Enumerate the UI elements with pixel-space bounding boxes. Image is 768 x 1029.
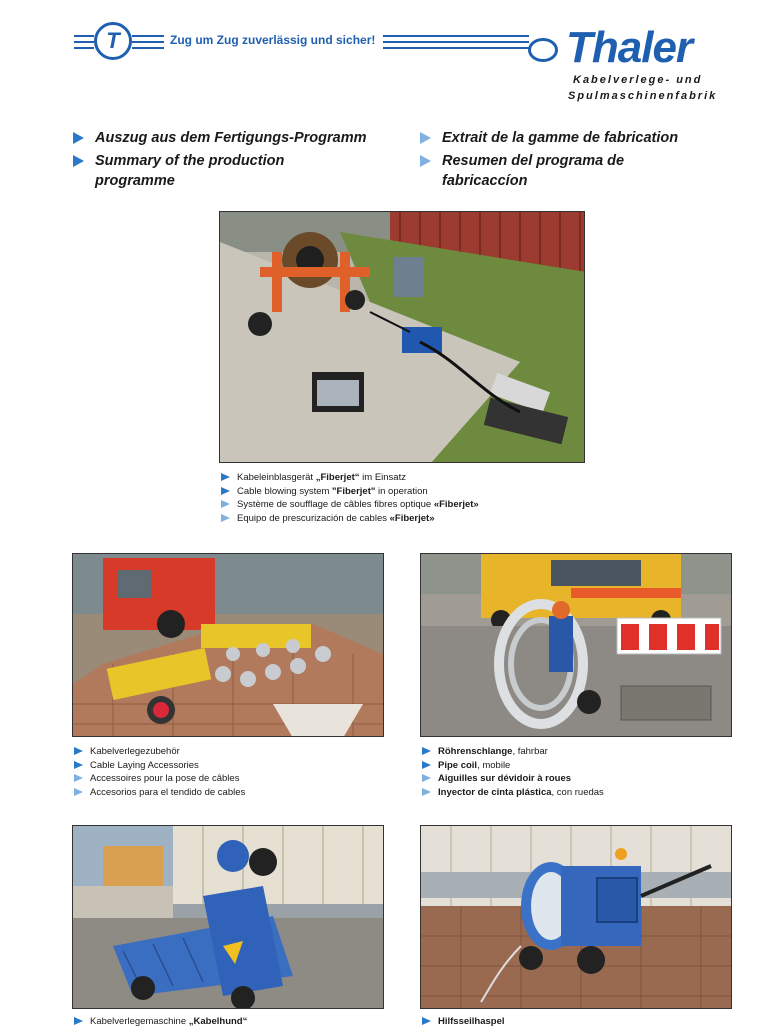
intro-es-line1: Resumen del programa de — [442, 153, 625, 169]
header-rule — [383, 35, 529, 37]
header-rule — [132, 35, 164, 37]
intro-en — [95, 151, 284, 191]
hilfsseilhaspel-scene-image — [421, 826, 732, 1009]
caption-line-en: Pipe coil, mobile — [422, 759, 604, 773]
bullet-triangle-icon — [73, 155, 84, 167]
thaler-t-logo-icon — [94, 22, 132, 60]
logo-letter: T — [106, 28, 120, 53]
header-rule — [132, 47, 164, 49]
photo-accessories — [72, 553, 384, 737]
header-rule — [74, 41, 94, 43]
kabelhund-scene-image — [73, 826, 384, 1009]
photo-fiberjet — [219, 211, 585, 463]
caption-line-es: Equipo de prescurización de cables «Fiberjet» — [221, 512, 479, 526]
caption-line-es: Accesorios para el tendido de cables — [74, 786, 245, 800]
accessories-scene-image — [73, 554, 384, 737]
intro-en-line1: Summary of the production — [95, 153, 285, 169]
caption-line-de: Kabelverlegezubehör — [74, 745, 245, 759]
bullet-triangle-icon — [74, 761, 83, 769]
pipe-coil-scene-image — [421, 554, 732, 737]
bullet-triangle-icon — [221, 473, 230, 481]
caption-line-en: Cable Laying Accessories — [74, 759, 245, 773]
bullet-triangle-icon — [74, 747, 83, 755]
company-subtitle-1: Kabelverlege- und — [573, 74, 703, 86]
intro-es — [442, 151, 624, 191]
bullet-triangle-icon — [221, 500, 230, 508]
header-rule — [383, 41, 529, 43]
caption-line-fr: Accessoires pour la pose de câbles — [74, 772, 245, 786]
caption-line-de: Röhrenschlange, fahrbar — [422, 745, 604, 759]
bullet-triangle-icon — [73, 132, 84, 144]
bullet-triangle-icon — [221, 487, 230, 495]
bullet-triangle-icon — [221, 514, 230, 522]
brand-swoosh-icon — [528, 38, 558, 62]
header-rule — [74, 35, 94, 37]
header-rule — [383, 47, 529, 49]
caption-accessories — [74, 745, 245, 799]
photo-kabelhund — [72, 825, 384, 1009]
company-subtitle-2: Spulmaschinenfabrik — [568, 90, 718, 102]
caption-line-de: Kabeleinblasgerät „Fiberjet“ im Einsatz — [221, 471, 479, 485]
caption-line-de: Hilfsseilhaspel — [422, 1015, 505, 1029]
header-rule — [132, 41, 164, 43]
intro-de — [95, 128, 367, 148]
intro-es-line2: fabricaccíon — [442, 173, 528, 189]
bullet-triangle-icon — [422, 774, 431, 782]
caption-kabelhund — [74, 1015, 247, 1029]
bullet-triangle-icon — [420, 132, 431, 144]
bullet-triangle-icon — [422, 788, 431, 796]
caption-line-de: Kabelverlegemaschine „Kabelhund“ — [74, 1015, 247, 1029]
caption-line-fr: Système de soufflage de câbles fibres optique «Fiberjet» — [221, 498, 479, 512]
slogan: Zug um Zug zuverlässig und sicher! — [170, 33, 376, 47]
bullet-triangle-icon — [420, 155, 431, 167]
bullet-triangle-icon — [74, 788, 83, 796]
fiberjet-scene-image — [220, 212, 585, 463]
photo-pipe-coil — [420, 553, 732, 737]
brand-name: Thaler — [566, 23, 693, 72]
caption-line-es: Inyector de cinta plástica, con ruedas — [422, 786, 604, 800]
intro-de-text: Auszug aus dem Fertigungs-Programm — [95, 130, 367, 146]
caption-line-en: Cable blowing system "Fiberjet" in operation — [221, 485, 479, 499]
intro-fr — [442, 128, 678, 148]
intro-fr-text: Extrait de la gamme de fabrication — [442, 130, 679, 146]
caption-hilfsseilhaspel — [422, 1015, 505, 1029]
caption-fiberjet — [221, 471, 479, 525]
intro-en-line2: programme — [95, 173, 175, 189]
caption-line-fr: Aiguilles sur dévidoir à roues — [422, 772, 604, 786]
header-rule — [74, 47, 94, 49]
bullet-triangle-icon — [422, 761, 431, 769]
bullet-triangle-icon — [422, 747, 431, 755]
photo-hilfsseilhaspel — [420, 825, 732, 1009]
caption-pipe-coil — [422, 745, 604, 799]
bullet-triangle-icon — [74, 774, 83, 782]
